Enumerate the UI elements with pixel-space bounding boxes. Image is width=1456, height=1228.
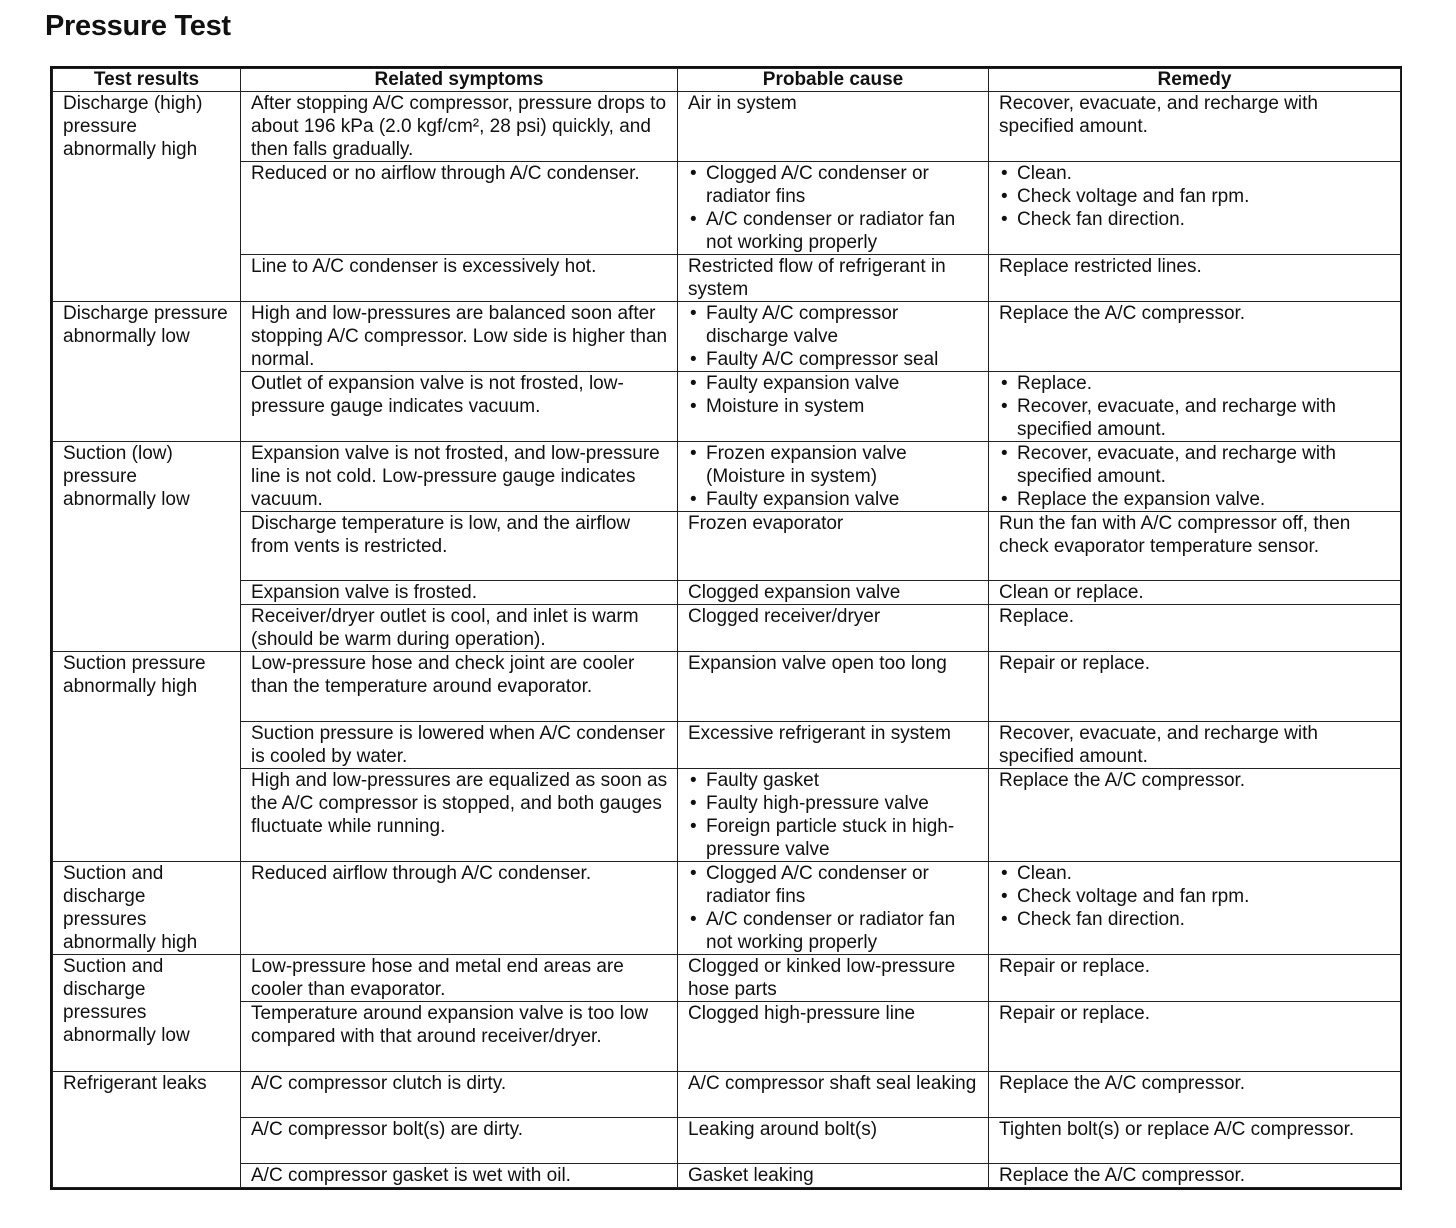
cause-item: Frozen evaporator bbox=[688, 513, 844, 534]
symptom-cell: A/C compressor clutch is dirty. bbox=[241, 1072, 678, 1118]
table-row bbox=[53, 372, 1401, 442]
cause-cell-list bbox=[688, 162, 980, 254]
remedy-cell bbox=[989, 512, 1401, 581]
table-row bbox=[53, 605, 1401, 652]
remedy-cell bbox=[989, 722, 1401, 769]
remedy-item: • Recover, evacuate, and recharge with specified amount. bbox=[999, 442, 1392, 488]
cause-item: A/C compressor shaft seal leaking bbox=[688, 1073, 977, 1094]
cause-cell bbox=[678, 862, 989, 955]
cause-item: • Faulty high-pressure valve bbox=[688, 792, 980, 815]
cause-cell bbox=[678, 372, 989, 442]
remedy-cell bbox=[989, 1002, 1401, 1072]
remedy-item: Repair or replace. bbox=[999, 653, 1151, 674]
symptom-cell: Outlet of expansion valve is not frosted, low-pressure gauge indicates vacuum. bbox=[241, 372, 678, 442]
remedy-item: • Check fan direction. bbox=[999, 908, 1392, 931]
column-header-test-results: Test results bbox=[53, 69, 241, 92]
table-row bbox=[53, 92, 1401, 162]
remedy-cell-list bbox=[999, 862, 1392, 931]
remedy-cell-list bbox=[999, 372, 1392, 441]
symptom-cell: High and low-pressures are equalized as soon as the A/C compressor is stopped, and both gauges fluctuate while running. bbox=[241, 769, 678, 862]
cause-cell bbox=[678, 955, 989, 1002]
symptom-cell: Receiver/dryer outlet is cool, and inlet is warm (should be warm during operation). bbox=[241, 605, 678, 652]
table-row bbox=[53, 1118, 1401, 1164]
symptom-cell: Low-pressure hose and metal end areas are cooler than evaporator. bbox=[241, 955, 678, 1002]
remedy-cell bbox=[989, 1118, 1401, 1164]
cause-item: Excessive refrigerant in system bbox=[688, 723, 951, 744]
remedy-item: • Recover, evacuate, and recharge with specified amount. bbox=[999, 395, 1392, 441]
remedy-item: • Check fan direction. bbox=[999, 208, 1392, 231]
cause-cell bbox=[678, 442, 989, 512]
cause-cell-list bbox=[688, 862, 980, 954]
cause-cell-list bbox=[688, 769, 980, 861]
symptom-cell: A/C compressor gasket is wet with oil. bbox=[241, 1164, 678, 1188]
page-title: Pressure Test bbox=[45, 10, 231, 42]
cause-item: • Faulty A/C compressor seal bbox=[688, 348, 980, 371]
cause-item: Clogged expansion valve bbox=[688, 582, 901, 603]
remedy-item: Replace the A/C compressor. bbox=[999, 1073, 1246, 1094]
cause-item: • Moisture in system bbox=[688, 395, 980, 418]
table-row bbox=[53, 722, 1401, 769]
test-result-cell: Discharge (high) pressure abnormally high bbox=[53, 92, 241, 302]
test-result-cell: Suction and discharge pressures abnormally high bbox=[53, 862, 241, 955]
cause-item: • Faulty gasket bbox=[688, 769, 980, 792]
cause-item: Restricted flow of refrigerant in system bbox=[688, 256, 946, 300]
cause-cell-list bbox=[688, 442, 980, 511]
table-row bbox=[53, 1072, 1401, 1118]
cause-item: Clogged or kinked low-pressure hose parts bbox=[688, 956, 956, 1000]
remedy-item: • Check voltage and fan rpm. bbox=[999, 885, 1392, 908]
cause-cell-list bbox=[688, 302, 980, 371]
remedy-item: Repair or replace. bbox=[999, 1003, 1151, 1024]
cause-item: • Faulty A/C compressor discharge valve bbox=[688, 302, 980, 348]
remedy-cell bbox=[989, 769, 1401, 862]
symptom-cell: Reduced or no airflow through A/C condenser. bbox=[241, 162, 678, 255]
table-row bbox=[53, 955, 1401, 1002]
table-row bbox=[53, 1002, 1401, 1072]
cause-item: • A/C condenser or radiator fan not working properly bbox=[688, 908, 980, 954]
remedy-item: Replace the A/C compressor. bbox=[999, 770, 1246, 791]
cause-item: • Clogged A/C condenser or radiator fins bbox=[688, 862, 980, 908]
remedy-cell bbox=[989, 372, 1401, 442]
column-header-probable-cause: Probable cause bbox=[678, 69, 989, 92]
remedy-cell bbox=[989, 1072, 1401, 1118]
symptom-cell: After stopping A/C compressor, pressure drops to about 196 kPa (2.0 kgf/cm², 28 psi) quickly, and then falls gradually. bbox=[241, 92, 678, 162]
symptom-cell: Low-pressure hose and check joint are cooler than the temperature around evaporator. bbox=[241, 652, 678, 722]
pressure-test-table bbox=[52, 68, 1401, 1188]
symptom-cell: High and low-pressures are balanced soon after stopping A/C compressor. Low side is higher than normal. bbox=[241, 302, 678, 372]
cause-cell bbox=[678, 769, 989, 862]
cause-item: • Frozen expansion valve (Moisture in system) bbox=[688, 442, 980, 488]
symptom-cell: Line to A/C condenser is excessively hot. bbox=[241, 255, 678, 302]
cause-item: • Foreign particle stuck in high-pressure valve bbox=[688, 815, 980, 861]
cause-item: Clogged high-pressure line bbox=[688, 1003, 916, 1024]
symptom-cell: Suction pressure is lowered when A/C condenser is cooled by water. bbox=[241, 722, 678, 769]
remedy-item: Recover, evacuate, and recharge with specified amount. bbox=[999, 723, 1318, 767]
cause-cell bbox=[678, 581, 989, 605]
table-row bbox=[53, 255, 1401, 302]
remedy-item: • Check voltage and fan rpm. bbox=[999, 185, 1392, 208]
cause-cell bbox=[678, 605, 989, 652]
cause-cell bbox=[678, 1118, 989, 1164]
cause-cell bbox=[678, 1164, 989, 1188]
cause-cell bbox=[678, 302, 989, 372]
remedy-item: • Clean. bbox=[999, 862, 1392, 885]
cause-cell bbox=[678, 1002, 989, 1072]
pressure-test-table-container bbox=[50, 66, 1402, 1190]
cause-cell bbox=[678, 255, 989, 302]
symptom-cell: Discharge temperature is low, and the airflow from vents is restricted. bbox=[241, 512, 678, 581]
table-row bbox=[53, 652, 1401, 722]
symptom-cell: Temperature around expansion valve is too low compared with that around receiver/dryer. bbox=[241, 1002, 678, 1072]
symptom-cell: A/C compressor bolt(s) are dirty. bbox=[241, 1118, 678, 1164]
test-result-cell: Suction pressure abnormally high bbox=[53, 652, 241, 862]
table-row bbox=[53, 581, 1401, 605]
remedy-item: Replace restricted lines. bbox=[999, 256, 1202, 277]
remedy-cell bbox=[989, 255, 1401, 302]
remedy-item: Recover, evacuate, and recharge with specified amount. bbox=[999, 93, 1318, 137]
table-row bbox=[53, 1164, 1401, 1188]
column-header-remedy: Remedy bbox=[989, 69, 1401, 92]
remedy-cell bbox=[989, 581, 1401, 605]
symptom-cell: Reduced airflow through A/C condenser. bbox=[241, 862, 678, 955]
remedy-cell bbox=[989, 92, 1401, 162]
remedy-item: • Replace the expansion valve. bbox=[999, 488, 1392, 511]
remedy-cell bbox=[989, 652, 1401, 722]
remedy-cell bbox=[989, 442, 1401, 512]
remedy-item: Replace the A/C compressor. bbox=[999, 1165, 1246, 1186]
cause-item: Expansion valve open too long bbox=[688, 653, 947, 674]
table-header-row bbox=[53, 69, 1401, 92]
test-result-cell: Suction and discharge pressures abnormally low bbox=[53, 955, 241, 1072]
table-row bbox=[53, 862, 1401, 955]
remedy-cell-list bbox=[999, 162, 1392, 231]
cause-cell bbox=[678, 512, 989, 581]
symptom-cell: Expansion valve is frosted. bbox=[241, 581, 678, 605]
remedy-item: Clean or replace. bbox=[999, 582, 1144, 603]
remedy-item: Replace the A/C compressor. bbox=[999, 303, 1246, 324]
cause-item: • Faulty expansion valve bbox=[688, 488, 980, 511]
remedy-cell-list bbox=[999, 442, 1392, 511]
cause-cell bbox=[678, 652, 989, 722]
remedy-item: Tighten bolt(s) or replace A/C compressor. bbox=[999, 1119, 1355, 1140]
table-row bbox=[53, 769, 1401, 862]
table-row bbox=[53, 512, 1401, 581]
cause-cell bbox=[678, 1072, 989, 1118]
column-header-related-symptoms: Related symptoms bbox=[241, 69, 678, 92]
cause-cell bbox=[678, 722, 989, 769]
remedy-cell bbox=[989, 862, 1401, 955]
remedy-cell bbox=[989, 605, 1401, 652]
remedy-cell bbox=[989, 162, 1401, 255]
cause-cell bbox=[678, 92, 989, 162]
test-result-cell: Refrigerant leaks bbox=[53, 1072, 241, 1188]
cause-item: Gasket leaking bbox=[688, 1165, 814, 1186]
table-body bbox=[53, 92, 1401, 1188]
remedy-item: Run the fan with A/C compressor off, then check evaporator temperature sensor. bbox=[999, 513, 1351, 557]
test-result-cell: Suction (low) pressure abnormally low bbox=[53, 442, 241, 652]
remedy-cell bbox=[989, 955, 1401, 1002]
table-row bbox=[53, 162, 1401, 255]
cause-cell-list bbox=[688, 372, 980, 418]
test-result-cell: Discharge pressure abnormally low bbox=[53, 302, 241, 442]
cause-item: • A/C condenser or radiator fan not working properly bbox=[688, 208, 980, 254]
symptom-cell: Expansion valve is not frosted, and low-pressure line is not cold. Low-pressure gauge indicates vacuum. bbox=[241, 442, 678, 512]
remedy-item: • Replace. bbox=[999, 372, 1392, 395]
table-row bbox=[53, 442, 1401, 512]
cause-item: • Faulty expansion valve bbox=[688, 372, 980, 395]
cause-item: Leaking around bolt(s) bbox=[688, 1119, 878, 1140]
cause-item: • Clogged A/C condenser or radiator fins bbox=[688, 162, 980, 208]
remedy-cell bbox=[989, 1164, 1401, 1188]
remedy-item: Replace. bbox=[999, 606, 1074, 627]
cause-item: Clogged receiver/dryer bbox=[688, 606, 881, 627]
cause-item: Air in system bbox=[688, 93, 797, 114]
remedy-item: • Clean. bbox=[999, 162, 1392, 185]
remedy-item: Repair or replace. bbox=[999, 956, 1151, 977]
cause-cell bbox=[678, 162, 989, 255]
remedy-cell bbox=[989, 302, 1401, 372]
table-row bbox=[53, 302, 1401, 372]
